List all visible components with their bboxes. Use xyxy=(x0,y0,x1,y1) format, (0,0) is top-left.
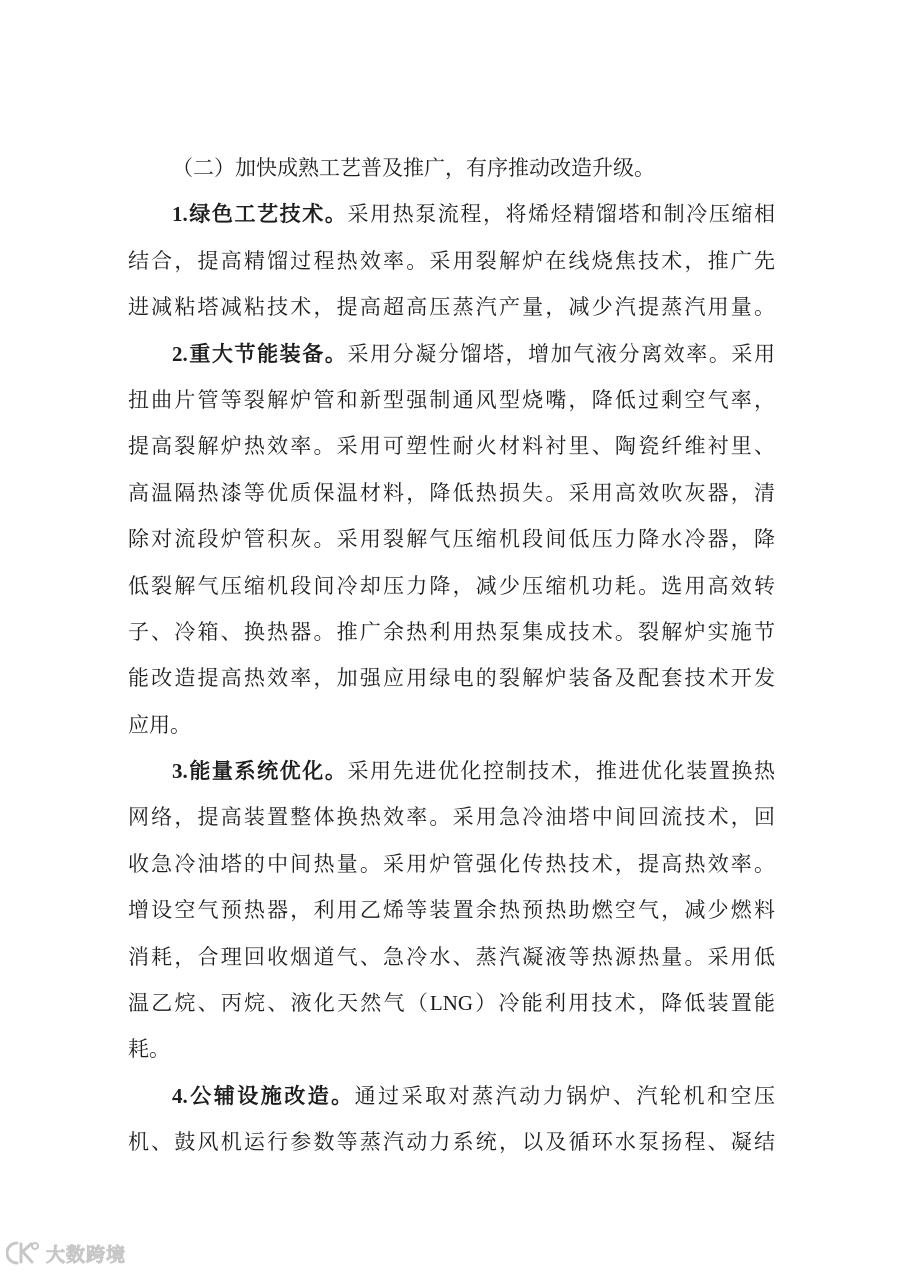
line-text: 采用分凝分馏塔，增加气液分离效率。采用 xyxy=(347,341,775,366)
paragraph-line: 能改造提高热效率，加强应用绿电的裂解炉装备及配套技术开发 xyxy=(128,666,775,691)
paragraph-line: 收急冷油塔的中间热量。采用炉管强化传热技术，提高热效率。 xyxy=(128,851,775,876)
paragraph-line: 进减粘塔减粘技术，提高超高压蒸汽产量，减少汽提蒸汽用量。 xyxy=(128,295,775,320)
paragraph-line: 结合，提高精馏过程热效率。采用裂解炉在线烧焦技术，推广先 xyxy=(128,248,775,273)
paragraph-line: 消耗，合理回收烟道气、急冷水、蒸汽凝液等热源热量。采用低 xyxy=(128,944,775,969)
document-body xyxy=(128,145,775,1166)
paragraph-line: 温乙烷、丙烷、液化天然气（LNG）冷能利用技术，降低装置能 xyxy=(128,991,775,1016)
paragraph-line: 应用。 xyxy=(128,712,191,737)
paragraph-line xyxy=(128,331,775,377)
paragraph-line: 网络，提高装置整体换热效率。采用急冷油塔中间回流技术，回 xyxy=(128,805,775,830)
paragraph-energy-system xyxy=(128,748,775,1073)
paragraph-line: 子、冷箱、换热器。推广余热利用热泵集成技术。裂解炉实施节 xyxy=(128,619,775,644)
paragraph-line: 高温隔热漆等优质保温材料，降低热损失。采用高效吹灰器，清 xyxy=(128,480,775,505)
line-text: 采用热泵流程，将烯烃精馏塔和制冷压缩相 xyxy=(347,202,775,227)
line-text: 通过采取对蒸汽动力锅炉、汽轮机和空压 xyxy=(354,1083,775,1108)
watermark-text: 大数跨境 xyxy=(46,1243,127,1266)
paragraph-line: 低裂解气压缩机段间冷却压力降，减少压缩机功耗。选用高效转 xyxy=(128,573,775,598)
paragraph-line: 提高裂解炉热效率。采用可塑性耐火材料衬里、陶瓷纤维衬里、 xyxy=(128,434,775,459)
paragraph-utilities xyxy=(128,1073,775,1166)
paragraph-line: 耗。 xyxy=(128,1037,170,1062)
paragraph-line: 扭曲片管等裂解炉管和新型强制通风型烧嘴，降低过剩空气率， xyxy=(128,387,775,412)
paragraph-line xyxy=(128,748,775,794)
paragraph-line: 增设空气预热器，利用乙烯等装置余热预热助燃空气，减少燃料 xyxy=(128,898,775,923)
watermark xyxy=(6,1239,126,1267)
paragraph-line xyxy=(128,191,775,237)
paragraph-green-process xyxy=(128,191,775,330)
paragraph-lead: 2.重大节能装备。 xyxy=(172,341,348,366)
paragraph-line: 机、鼓风机运行参数等蒸汽动力系统，以及循环水泵扬程、凝结 xyxy=(128,1130,775,1155)
paragraph-lead: 4.公辅设施改造。 xyxy=(172,1083,355,1108)
paragraph-line: 除对流段炉管积灰。采用裂解气压缩机段间低压力降水冷器，降 xyxy=(128,527,775,552)
line-text: 采用先进优化控制技术，推进优化装置换热 xyxy=(347,759,775,784)
paragraph-line xyxy=(128,1073,775,1119)
paragraph-energy-equipment xyxy=(128,331,775,749)
paragraph-lead: 3.能量系统优化。 xyxy=(172,759,348,784)
paragraph-lead: 1.绿色工艺技术。 xyxy=(172,202,348,227)
brand-logo-icon xyxy=(6,1240,40,1266)
section-heading: （二）加快成熟工艺普及推广，有序推动改造升级。 xyxy=(172,156,655,180)
